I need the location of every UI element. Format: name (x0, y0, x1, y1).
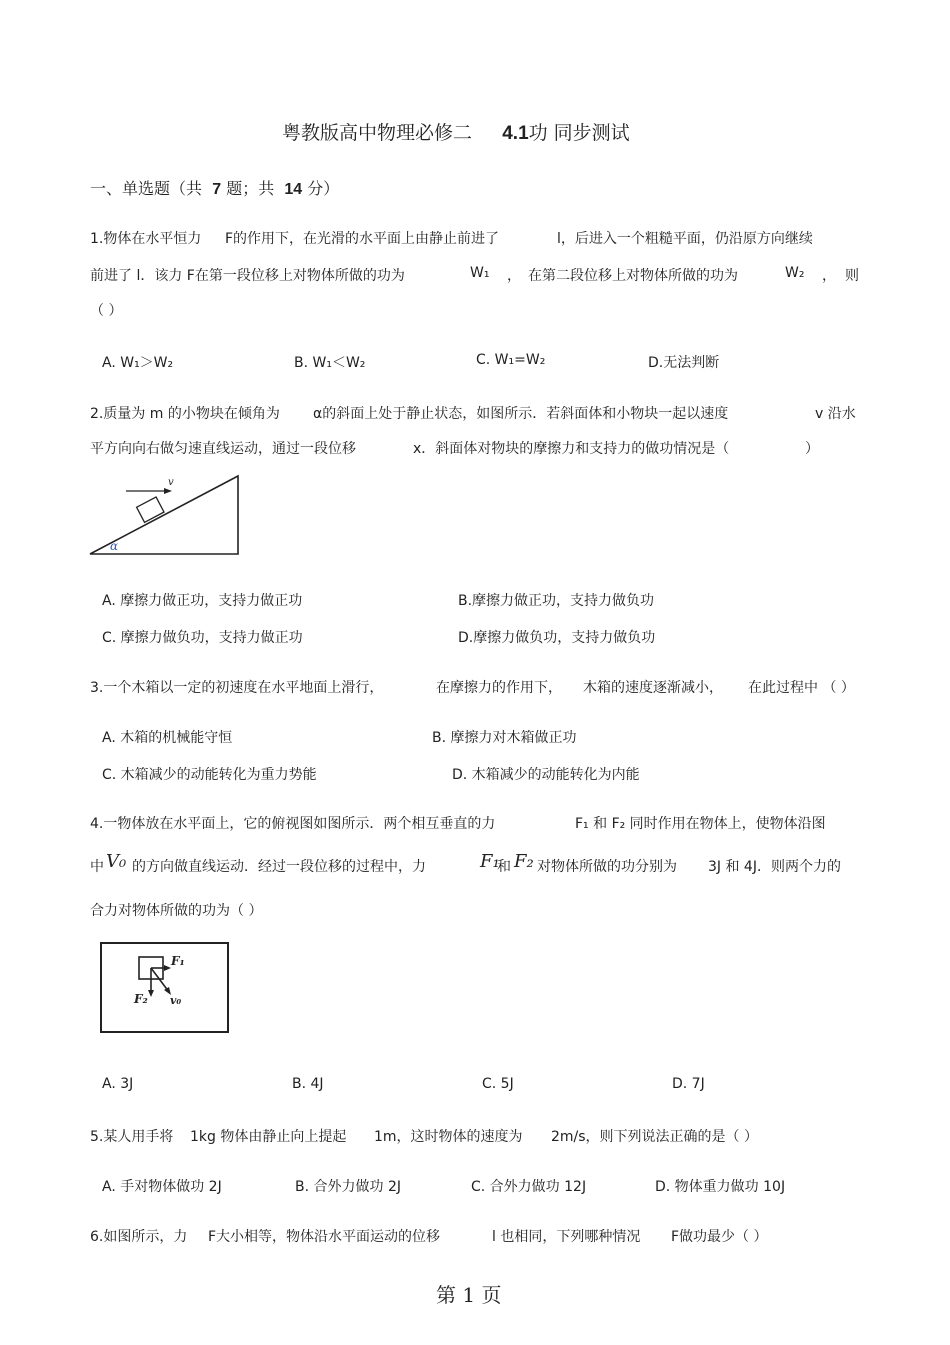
question-count: 7 (212, 181, 222, 198)
option-b[interactable]: B.摩擦力做正功，支持力做负功 (458, 593, 655, 609)
question-text: F的作用下，在光滑的水平面上由静止前进了 (225, 231, 500, 247)
question-text: 3.一个木箱以一定的初速度在水平地面上滑行， (90, 680, 384, 696)
question-text: ） (805, 441, 819, 457)
question-text: 1.物体在水平恒力 (90, 231, 202, 247)
option-d[interactable]: D. 物体重力做功 10J (655, 1179, 786, 1195)
option-b[interactable]: B. 摩擦力对木箱做正功 (432, 730, 577, 746)
question-text: 6.如图所示，力 (90, 1229, 188, 1245)
option-c[interactable]: C. W₁=W₂ (476, 352, 546, 368)
option-b[interactable]: B. 4J (292, 1076, 324, 1092)
title-section-number: 4.1 (502, 123, 529, 144)
block (137, 497, 164, 522)
question-text: 和 (497, 859, 511, 875)
question-text: 的方向做直线运动．经过一段位移的过程中，力 (132, 859, 426, 875)
question-text: 前进了 l．该力 F在第一段位移上对物体所做的功为 (90, 268, 405, 284)
question-text: 在此过程中 （ ） (748, 680, 855, 696)
force-symbol: F₁ (480, 851, 500, 872)
question-text: 1kg 物体由静止向上提起 (190, 1129, 347, 1145)
question-text: 1m，这时物体的速度为 (374, 1129, 523, 1145)
question-text: 在第二段位移上对物体所做的功为 (528, 268, 738, 284)
option-a[interactable]: A. 手对物体做功 2J (102, 1179, 222, 1195)
question-text: W₂ (785, 265, 805, 281)
page-title (282, 118, 630, 145)
f2-arrowhead (148, 990, 154, 997)
question-text: ， (507, 268, 521, 284)
v0-label: v₀ (170, 994, 182, 1007)
question-text: v 沿水 (815, 406, 856, 422)
question-text: l 也相同，下列哪种情况 (492, 1229, 641, 1245)
question-text: l，后进入一个粗糙平面，仍沿原方向继续 (557, 231, 813, 247)
incline-figure (88, 474, 244, 560)
f1-label: F₁ (171, 954, 185, 968)
option-b[interactable]: B. 合外力做功 2J (295, 1179, 401, 1195)
option-d[interactable]: D.摩擦力做负功，支持力做负功 (458, 630, 656, 646)
question-text: 4.一物体放在水平面上，它的俯视图如图所示．两个相互垂直的力 (90, 816, 496, 832)
question-text: W₁ (470, 265, 490, 281)
question-text: 则 (845, 268, 859, 284)
section-header-part: 分） (307, 179, 340, 198)
f1-arrowhead (164, 965, 171, 971)
force-symbol: F₂ (514, 851, 534, 872)
page-number: 第 1 页 (436, 1283, 502, 1307)
title-text: 粤教版高中物理必修二 (282, 122, 473, 144)
option-d[interactable]: D. 7J (672, 1076, 705, 1092)
section-header (90, 176, 339, 199)
option-c[interactable]: C. 5J (482, 1076, 514, 1092)
question-text: 2.质量为 m 的小物块在倾角为 (90, 406, 280, 422)
question-text: F大小相等，物体沿水平面运动的位移 (208, 1229, 441, 1245)
answer-bracket: （ ） (90, 303, 123, 319)
section-header-part: 一、单选题（共 (90, 179, 203, 198)
velocity-label: v (168, 477, 174, 488)
option-a[interactable]: A. 木箱的机械能守恒 (102, 730, 233, 746)
question-text: 对物体所做的功分别为 (537, 859, 677, 875)
option-b[interactable]: B. W₁＜W₂ (294, 355, 366, 371)
question-text: 木箱的速度逐渐减小， (583, 680, 723, 696)
option-c[interactable]: C. 木箱减少的动能转化为重力势能 (102, 767, 317, 783)
question-text: 中 (90, 859, 104, 875)
question-text: F做功最少（ ） (671, 1229, 768, 1245)
question-text: 3J 和 4J．则两个力的 (708, 859, 841, 875)
question-text: 在摩擦力的作用下， (436, 680, 562, 696)
f2-label: F₂ (134, 992, 148, 1006)
option-a[interactable]: A. 摩擦力做正功，支持力做正功 (102, 593, 303, 609)
option-c[interactable]: C. 合外力做功 12J (471, 1179, 587, 1195)
question-text: x．斜面体对物块的摩擦力和支持力的做功情况是（ (413, 441, 730, 457)
velocity-symbol: V₀ (106, 851, 127, 872)
velocity-arrowhead (164, 488, 172, 494)
top-view-figure (99, 941, 231, 1035)
section-header-part: 题；共 (226, 179, 275, 198)
option-d[interactable]: D. 木箱减少的动能转化为内能 (452, 767, 640, 783)
question-text: 5.某人用手将 (90, 1129, 174, 1145)
option-a[interactable]: A. W₁＞W₂ (102, 355, 174, 371)
question-text: 合力对物体所做的功为（ ） (90, 903, 263, 919)
option-a[interactable]: A. 3J (102, 1076, 134, 1092)
title-subtitle: 功 同步测试 (528, 122, 630, 144)
option-c[interactable]: C. 摩擦力做负功，支持力做正功 (102, 630, 303, 646)
question-text: α的斜面上处于静止状态，如图所示．若斜面体和小物块一起以速度 (313, 406, 729, 422)
option-d[interactable]: D.无法判断 (648, 355, 720, 371)
figure-frame (101, 943, 228, 1032)
question-text: 平方向向右做匀速直线运动，通过一段位移 (90, 441, 356, 457)
angle-label: α (110, 539, 119, 553)
question-text: ， (822, 268, 836, 284)
total-score: 14 (284, 181, 303, 198)
question-text: 2m/s，则下列说法正确的是（ ） (551, 1129, 759, 1145)
question-text: F₁ 和 F₂ 同时作用在物体上，使物体沿图 (575, 816, 826, 832)
